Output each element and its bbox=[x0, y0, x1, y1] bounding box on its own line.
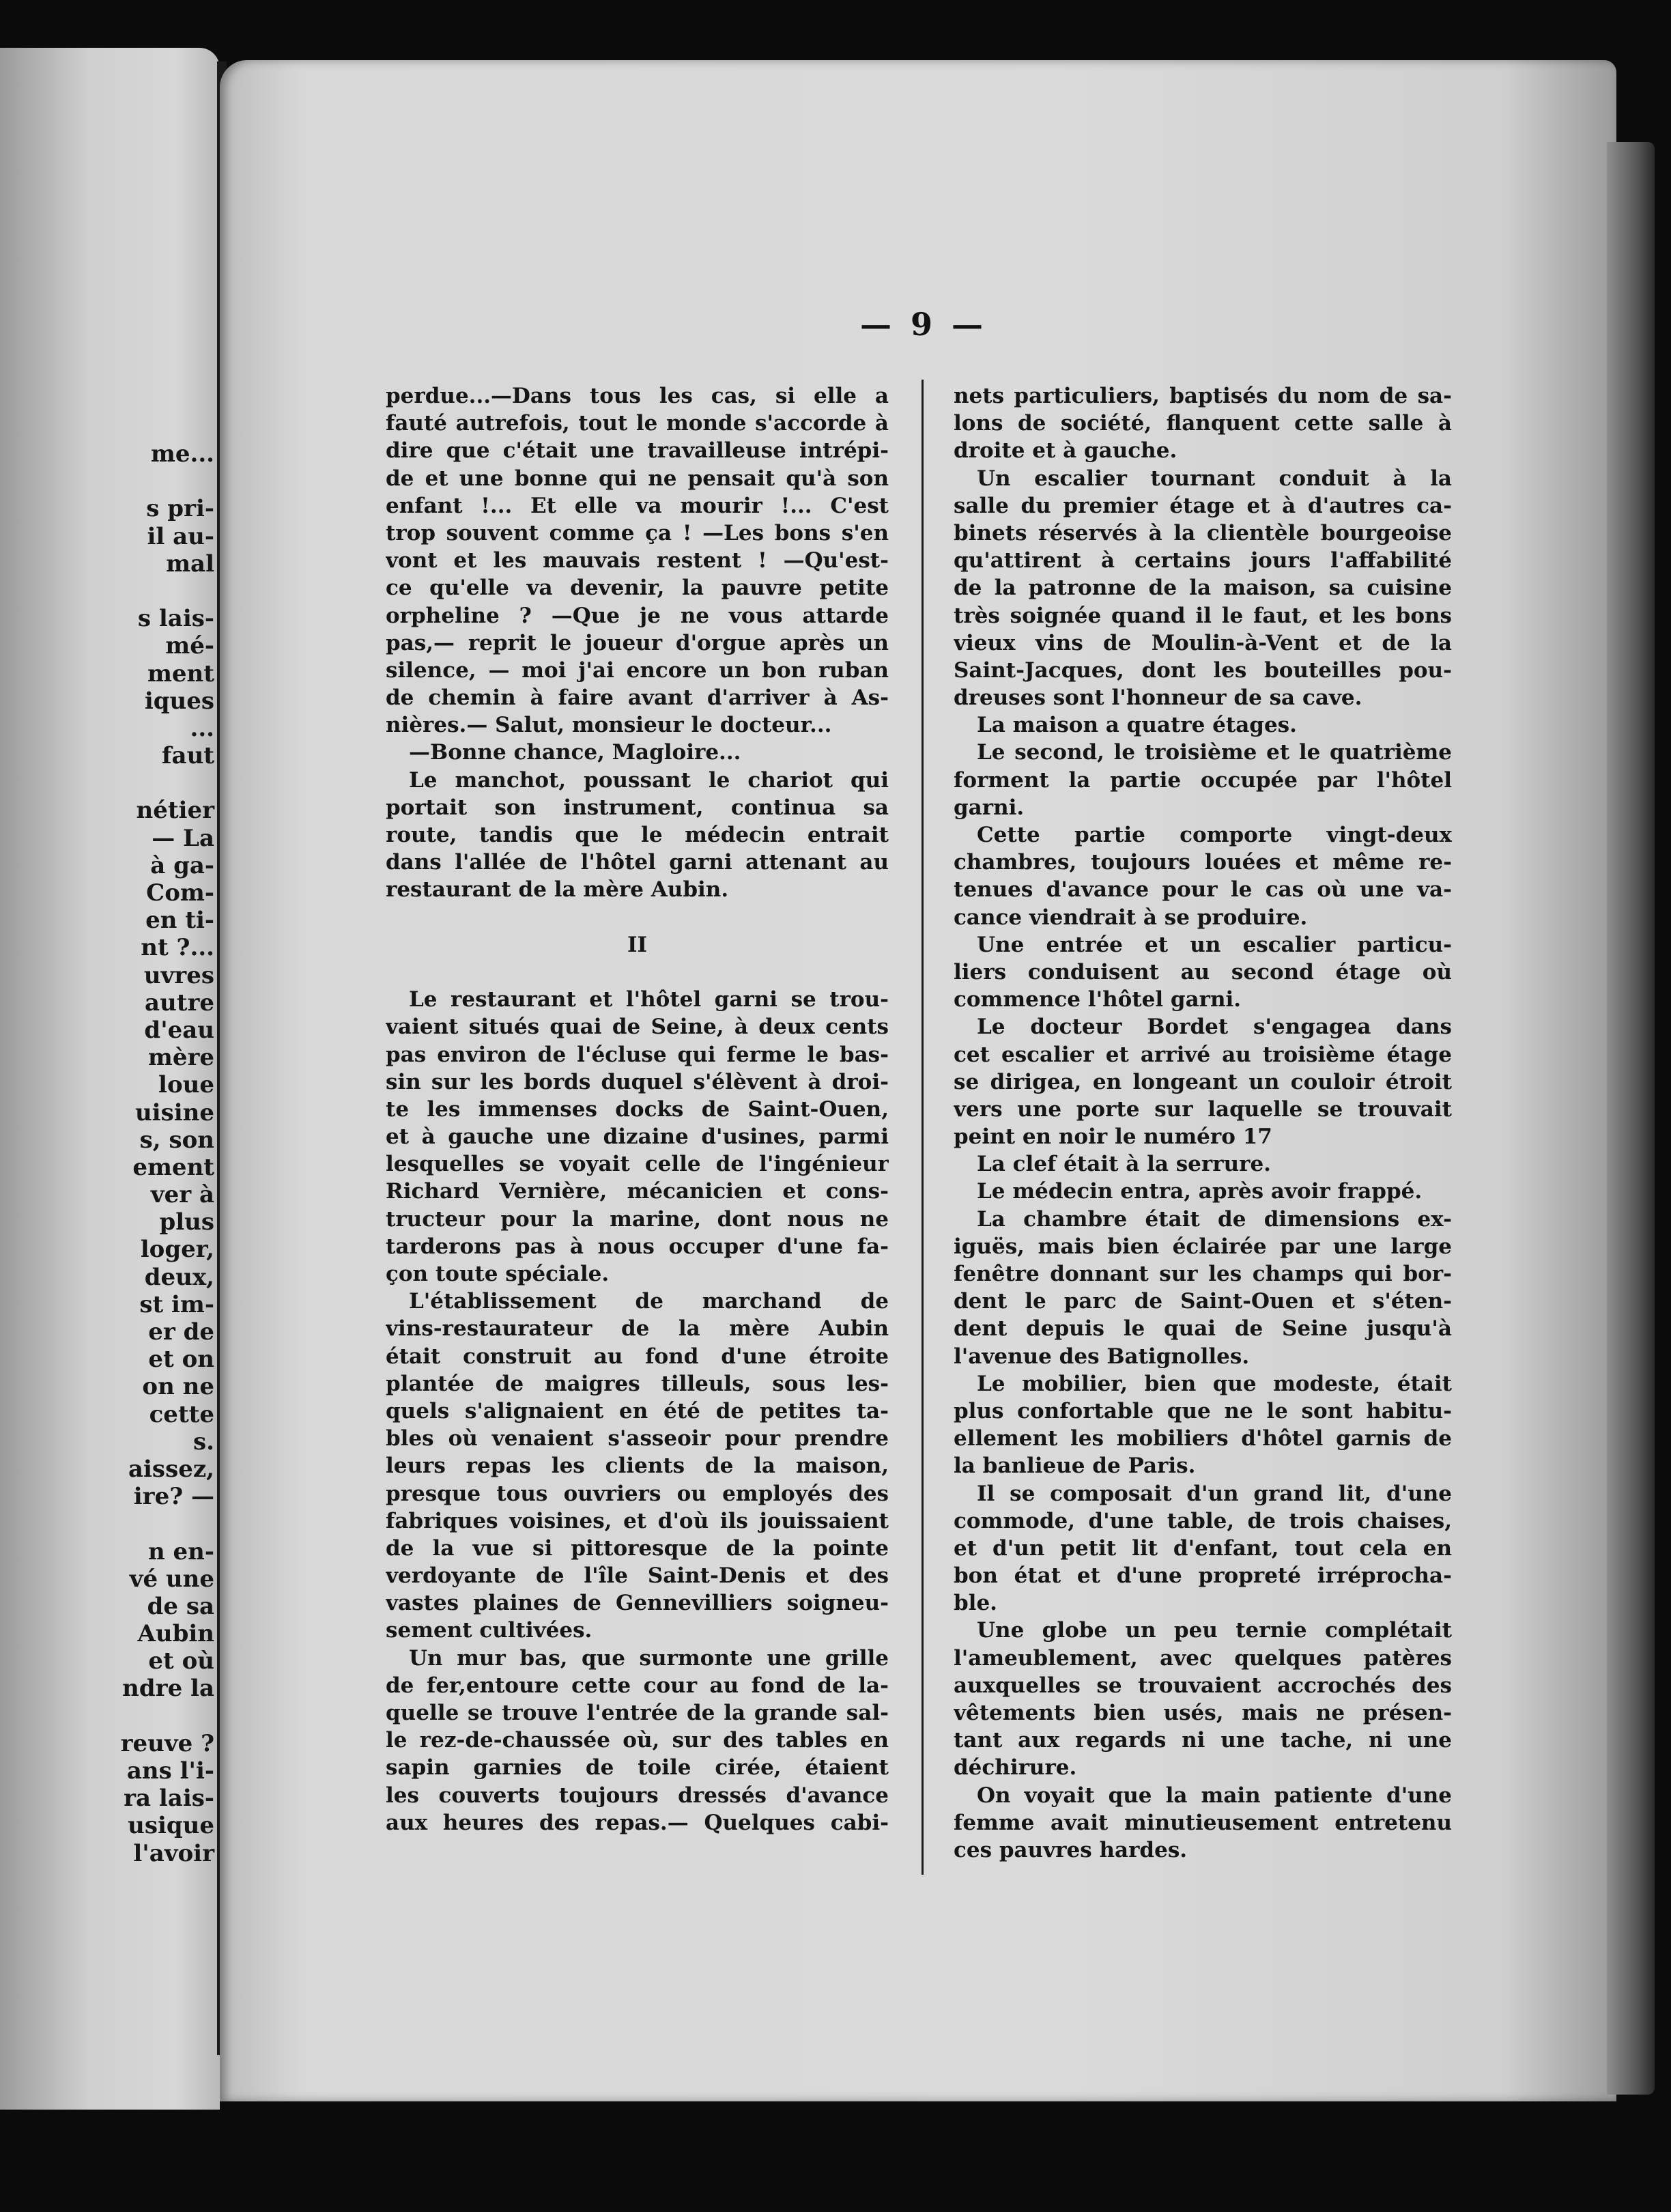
fragment-line: s, son bbox=[139, 1126, 214, 1154]
text-line: se dirigea, en longeant un couloir étroit bbox=[954, 1069, 1452, 1094]
text-line: Un escalier tournant conduit à la bbox=[977, 466, 1452, 491]
text-line: fabriques voisines, et d'où ils jouissaient bbox=[386, 1508, 889, 1533]
text-line: bles où venaient s'asseoir pour prendre bbox=[386, 1426, 889, 1451]
text-line: de chemin à faire avant d'arriver à As- bbox=[386, 685, 889, 711]
text-line: silence, — moi j'ai encore un bon ruban bbox=[386, 657, 889, 683]
text-line: Une globe un peu ternie complétait bbox=[977, 1618, 1452, 1643]
text-line: Richard Vernière, mécanicien et cons- bbox=[386, 1179, 889, 1204]
text-line: portait son instrument, continua sa bbox=[386, 795, 889, 820]
fragment-line: uvres bbox=[143, 961, 214, 989]
fragment-line: nétier bbox=[136, 797, 214, 825]
text-line: dent depuis le quai de Seine jusqu'à bbox=[954, 1316, 1452, 1342]
fragment-line: cette bbox=[149, 1400, 214, 1428]
text-column-left bbox=[386, 382, 889, 1837]
text-line: route, tandis que le médecin entrait bbox=[386, 823, 889, 847]
fragment-line: d'eau bbox=[144, 1016, 214, 1044]
fragment-line: n en- bbox=[147, 1537, 214, 1565]
text-line: de la vue si pittoresque de la pointe bbox=[386, 1535, 889, 1561]
text-line: ellement les mobiliers d'hôtel garnis de bbox=[954, 1426, 1452, 1451]
text-line: leurs repas les clients de la maison, bbox=[386, 1454, 889, 1479]
text-line: vont et les mauvais restent ! —Qu'est- bbox=[386, 548, 889, 573]
text-line: sapin garnies de toile cirée, étaient bbox=[386, 1755, 889, 1781]
text-line: iguës, mais bien éclairée par une large bbox=[954, 1234, 1452, 1259]
text-line: les couverts toujours dressés d'avance bbox=[386, 1783, 889, 1808]
text-line bbox=[386, 904, 889, 931]
fragment-line: et où bbox=[148, 1647, 214, 1675]
fragment-line bbox=[0, 468, 214, 495]
text-line: fauté autrefois, tout le monde s'accorde à bbox=[386, 411, 889, 436]
fragment-line: mère bbox=[147, 1044, 214, 1072]
text-line: l'avenue des Batignolles. bbox=[954, 1344, 1250, 1369]
fragment-line: de sa bbox=[147, 1592, 214, 1620]
text-line: de la patronne de la maison, sa cuisine bbox=[954, 576, 1452, 601]
fragment-line: il au- bbox=[147, 522, 214, 550]
text-line: binets réservés à la clientèle bourgeoise bbox=[954, 520, 1452, 545]
fragment-line: me... bbox=[150, 440, 214, 468]
fragment-line: ement bbox=[132, 1153, 214, 1181]
text-line: droite et à gauche. bbox=[954, 438, 1177, 464]
text-line: pas environ de l'écluse qui ferme le bas- bbox=[386, 1042, 889, 1067]
facing-page-fragment bbox=[0, 48, 220, 2110]
text-line: La clef était à la serrure. bbox=[977, 1152, 1271, 1177]
text-line: Le manchot, poussant le chariot qui bbox=[409, 767, 889, 793]
fragment-line: faut bbox=[161, 742, 214, 770]
text-line: commode, d'une table, de trois chaises, bbox=[954, 1508, 1452, 1533]
text-line: l'ameublement, avec quelques patères bbox=[954, 1645, 1452, 1671]
fragment-line: autre bbox=[145, 989, 214, 1017]
text-column-right bbox=[954, 382, 1452, 1864]
text-line: cet escalier et arrivé au troisième étage bbox=[954, 1042, 1452, 1067]
fragment-line bbox=[0, 578, 214, 605]
text-line: dent le parc de Saint-Ouen et s'éten- bbox=[954, 1289, 1452, 1314]
fragment-line: er de bbox=[148, 1318, 214, 1346]
text-line: et d'un petit lit d'enfant, tout cela en bbox=[954, 1535, 1452, 1561]
fragment-line: ndre la bbox=[122, 1675, 214, 1703]
section-heading: II bbox=[627, 932, 647, 957]
text-line: vastes plaines de Gennevilliers soigneu- bbox=[386, 1591, 889, 1616]
text-line: Un mur bas, que surmonte une grille bbox=[409, 1645, 889, 1671]
text-line: peint en noir le numéro 17 bbox=[954, 1124, 1272, 1150]
text-line: chambres, toujours louées et même re- bbox=[954, 850, 1452, 875]
text-line: Le mobilier, bien que modeste, était bbox=[977, 1371, 1452, 1396]
text-line: dire que c'était une travailleuse intrépi- bbox=[386, 438, 889, 464]
text-line: Il se composait d'un grand lit, d'une bbox=[977, 1481, 1452, 1506]
fragment-line: ra lais- bbox=[124, 1785, 214, 1813]
text-line: tant aux regards ni une tache, ni une bbox=[954, 1728, 1452, 1753]
text-line: enfant !... Et elle va mourir !... C'est bbox=[386, 493, 889, 518]
fragment-line bbox=[0, 769, 214, 797]
text-line: çon toute spéciale. bbox=[386, 1262, 610, 1286]
text-line: L'établissement de marchand de bbox=[409, 1289, 889, 1314]
text-line: vêtements bien usés, mais ne présen- bbox=[954, 1701, 1452, 1725]
text-line: ces pauvres hardes. bbox=[954, 1837, 1188, 1862]
text-line: très soignée quand il le faut, et les bons bbox=[954, 603, 1452, 628]
text-line: ce qu'elle va devenir, la pauvre petite bbox=[386, 576, 889, 601]
text-line: trop souvent comme ça ! —Les bons s'en bbox=[386, 520, 889, 545]
text-line: liers conduisent au second étage où bbox=[954, 959, 1452, 984]
text-line: la banlieue de Paris. bbox=[954, 1454, 1196, 1479]
text-line: nières.— Salut, monsieur le docteur... bbox=[386, 713, 832, 738]
fragment-line: ver à bbox=[150, 1181, 214, 1209]
fragment-line bbox=[0, 1510, 214, 1537]
text-line: lons de société, flanquent cette salle à bbox=[954, 411, 1452, 436]
text-line: plantée de maigres tilleuls, sous les- bbox=[386, 1371, 889, 1396]
text-line: commence l'hôtel garni. bbox=[954, 987, 1242, 1012]
text-line: Le second, le troisième et le quatrième bbox=[977, 740, 1452, 765]
text-line: bon état et d'une propreté irréprocha- bbox=[954, 1563, 1452, 1589]
text-line: déchirure. bbox=[954, 1755, 1077, 1781]
fragment-line: — La bbox=[152, 824, 214, 852]
text-line: ble. bbox=[954, 1591, 997, 1616]
text-line: vieux vins de Moulin-à-Vent et de la bbox=[954, 630, 1452, 655]
text-line: tarderons pas à nous occuper d'une fa- bbox=[386, 1234, 889, 1259]
text-line: pas,— reprit le joueur d'orgue après un bbox=[386, 630, 889, 655]
text-line: tenues d'avance pour le cas où une va- bbox=[954, 877, 1452, 903]
fragment-line: usique bbox=[128, 1812, 214, 1840]
text-line: Une entrée et un escalier particu- bbox=[977, 932, 1452, 957]
text-line: orpheline ? —Que je ne vous attarde bbox=[386, 603, 889, 628]
text-line: Le restaurant et l'hôtel garni se trou- bbox=[409, 987, 889, 1012]
text-line: On voyait que la main patiente d'une bbox=[977, 1783, 1452, 1808]
text-line: Le médecin entra, après avoir frappé. bbox=[977, 1179, 1423, 1204]
fragment-line: reuve ? bbox=[120, 1729, 214, 1757]
text-line: Cette partie comporte vingt-deux bbox=[977, 823, 1452, 847]
text-line: quelle se trouve l'entrée de la grande sal- bbox=[386, 1701, 889, 1725]
fragment-line: iques bbox=[144, 687, 214, 715]
text-line: forment la partie occupée par l'hôtel bbox=[954, 767, 1452, 793]
fragment-line: ire? — bbox=[133, 1483, 214, 1511]
text-line: dreuses sont l'honneur de sa cave. bbox=[954, 685, 1362, 711]
fragment-line: en ti- bbox=[145, 907, 214, 935]
fragment-line: et on bbox=[148, 1346, 214, 1374]
fragment-line: deux, bbox=[144, 1263, 214, 1291]
fragment-line: Com- bbox=[146, 879, 214, 907]
fragment-line: vé une bbox=[129, 1565, 214, 1593]
fragment-line: uisine bbox=[134, 1098, 214, 1126]
text-line: auxquelles se trouvaient accrochés des bbox=[954, 1673, 1452, 1698]
text-line: vaient situés quai de Seine, à deux cents bbox=[386, 1015, 889, 1040]
text-line: Saint-Jacques, dont les bouteilles pou- bbox=[954, 657, 1452, 683]
page-number: — 9 — bbox=[860, 306, 988, 343]
fragment-line: st im- bbox=[139, 1290, 214, 1318]
text-line: perdue...—Dans tous les cas, si elle a bbox=[386, 384, 889, 408]
text-line: lesquelles se voyait celle de l'ingénieur bbox=[386, 1152, 889, 1177]
text-line: salle du premier étage et à d'autres ca- bbox=[954, 493, 1452, 518]
text-line: sement cultivées. bbox=[386, 1618, 592, 1643]
text-line: verdoyante de l'île Saint-Denis et des bbox=[386, 1563, 889, 1589]
text-line: femme avait minutieusement entretenu bbox=[954, 1810, 1452, 1835]
text-line: vers une porte sur laquelle se trouvait bbox=[954, 1096, 1452, 1122]
fragment-line: mé- bbox=[165, 632, 214, 660]
text-line: fenêtre donnant sur les champs qui bor- bbox=[954, 1262, 1452, 1286]
text-line: aux heures des repas.— Quelques cabi- bbox=[386, 1810, 889, 1835]
text-line: Le docteur Bordet s'engagea dans bbox=[977, 1015, 1452, 1040]
fragment-line bbox=[0, 1703, 214, 1730]
fragment-line: aissez, bbox=[128, 1455, 214, 1483]
text-line: le rez-de-chaussée où, sur des tables en bbox=[386, 1728, 889, 1753]
text-line: de fer,entoure cette cour au fond de la- bbox=[386, 1673, 889, 1698]
text-line: garni. bbox=[954, 795, 1025, 820]
text-line: La chambre était de dimensions ex- bbox=[977, 1206, 1452, 1232]
fragment-line: ... bbox=[190, 714, 214, 742]
text-line: —Bonne chance, Magloire... bbox=[409, 740, 741, 765]
fragment-line: plus bbox=[159, 1208, 214, 1236]
facing-page-text bbox=[0, 440, 214, 1867]
text-line: était construit au fond d'une étroite bbox=[386, 1344, 889, 1369]
text-line: tructeur pour la marine, dont nous ne bbox=[386, 1206, 889, 1232]
text-line: cance viendrait à se produire. bbox=[954, 905, 1308, 930]
text-line: quels s'alignaient en été de petites ta- bbox=[386, 1398, 889, 1423]
text-line: qu'attirent à certains jours l'affabilité bbox=[954, 548, 1452, 573]
text-line: restaurant de la mère Aubin. bbox=[386, 877, 729, 903]
text-line: plus confortable que ne le sont habitu- bbox=[954, 1398, 1452, 1423]
text-line: vins-restaurateur de la mère Aubin bbox=[386, 1316, 889, 1342]
fragment-line: nt ?... bbox=[141, 934, 214, 962]
text-line: presque tous ouvriers ou employés des bbox=[386, 1481, 889, 1506]
text-line: sin sur les bords duquel s'élèvent à droi- bbox=[386, 1069, 889, 1094]
column-rule bbox=[922, 380, 924, 1875]
text-line: et à gauche une dizaine d'usines, parmi bbox=[386, 1124, 889, 1150]
fragment-line: ans l'i- bbox=[126, 1757, 214, 1785]
fragment-line: à ga- bbox=[150, 851, 214, 879]
fragment-line: s pri- bbox=[146, 495, 214, 523]
fragment-line: s lais- bbox=[137, 605, 214, 633]
fragment-line: s. bbox=[193, 1428, 214, 1456]
fragment-line: loger, bbox=[140, 1236, 214, 1264]
text-line: nets particuliers, baptisés du nom de sa- bbox=[954, 384, 1452, 408]
text-line: dans l'allée de l'hôtel garni attenant au bbox=[386, 850, 889, 875]
fragment-line: on ne bbox=[142, 1373, 214, 1401]
page-edge bbox=[1607, 142, 1655, 2095]
fragment-line: mal bbox=[166, 550, 214, 578]
text-line: La maison a quatre étages. bbox=[977, 713, 1297, 738]
text-line bbox=[386, 959, 889, 986]
text-line: de et une bonne qui ne pensait qu'à son bbox=[386, 466, 889, 491]
fragment-line: l'avoir bbox=[133, 1839, 214, 1867]
text-line: te les immenses docks de Saint-Ouen, bbox=[386, 1096, 889, 1122]
fragment-line: loue bbox=[158, 1071, 214, 1099]
fragment-line: ment bbox=[147, 660, 214, 687]
fragment-line: Aubin bbox=[137, 1620, 214, 1648]
